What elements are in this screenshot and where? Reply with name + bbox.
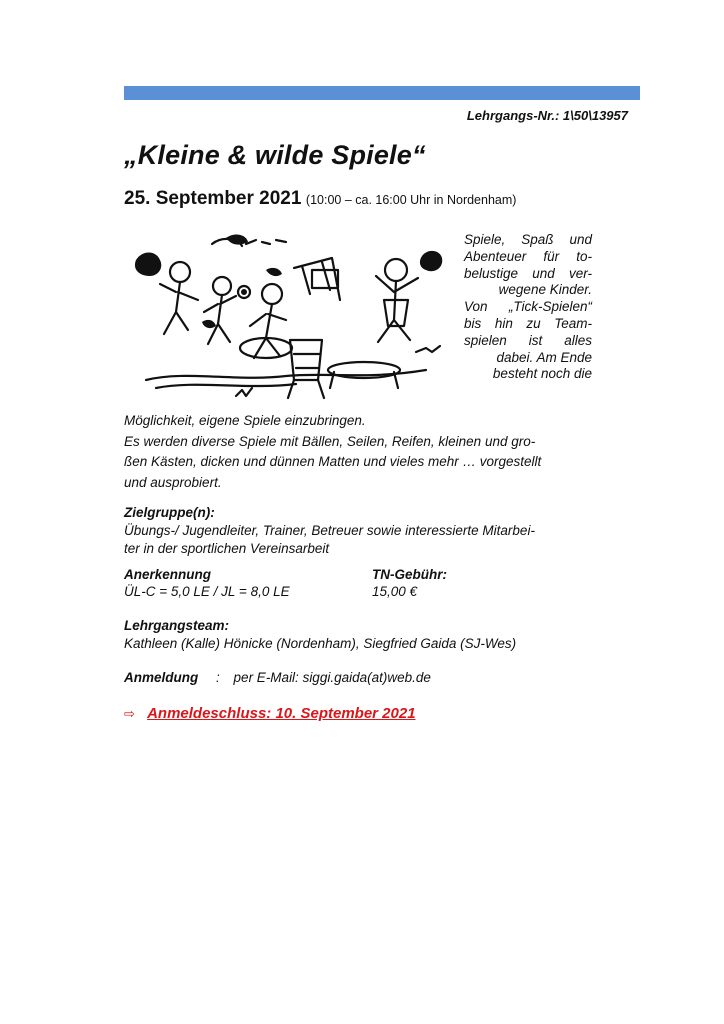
intro-line: wegene Kinder. [498,282,592,298]
team-heading: Lehrgangsteam: [124,618,230,633]
registration-separator: : [216,670,220,685]
recognition-value: ÜL-C = 5,0 LE / JL = 8,0 LE [124,584,290,599]
registration-deadline: Anmeldeschluss: 10. September 2021 [147,705,416,722]
event-time-place: (10:00 – ca. 16:00 Uhr in Nordenham) [305,193,517,207]
description-line: und ausprobiert. [124,474,222,490]
course-number: Lehrgangs-Nr.: 1\50\13957 [466,108,628,123]
page-title: „Kleine & wilde Spiele“ [124,140,426,170]
registration-label: Anmeldung [124,670,199,685]
target-group-line: ter in der sportlichen Vereinsarbeit [124,541,330,556]
date-line [124,188,516,210]
header-bar [124,86,640,100]
intro-line: Abenteuer für to- [464,248,592,264]
description-line: Es werden diverse Spiele mit Bällen, Seilen, Reifen, kleinen und gro- [124,433,536,449]
arrow-right-icon: ⇨ [124,706,135,721]
intro-line: besteht noch die [492,366,592,382]
target-group-line: Übungs-/ Jugendleiter, Trainer, Betreuer sowie interessierte Mitarbei- [124,523,535,538]
recognition-heading: Anerkennung [124,567,212,582]
deadline-line [124,705,416,722]
intro-line: bis hin zu Team- [464,315,592,331]
target-group-text [124,522,535,558]
description-line: Möglichkeit, eigene Spiele einzubringen. [124,413,366,428]
intro-line: Spiele, Spaß und [464,232,592,247]
intro-line: spielen ist alles [464,332,592,348]
event-date: 25. September 2021 [124,188,302,209]
children-playing-illustration [126,230,446,404]
intro-line: Von „Tick-Spielen“ [464,299,592,315]
description-line: ßen Kästen, dicken und dünnen Matten und vieles mehr … vorgestellt [124,454,542,469]
intro-line: belustige und ver- [464,265,592,281]
team-value: Kathleen (Kalle) Hönicke (Nordenham), Siegfried Gaida (SJ-Wes) [124,636,517,651]
intro-line: dabei. Am Ende [496,349,592,365]
fee-value: 15,00 € [372,584,418,599]
target-group-heading: Zielgruppe(n): [124,505,215,520]
registration-email[interactable]: per E-Mail: siggi.gaida(at)web.de [233,670,431,685]
description-text [124,411,594,493]
registration-line [124,670,431,685]
intro-text-column [464,232,592,383]
fee-heading: TN-Gebühr: [372,567,447,582]
